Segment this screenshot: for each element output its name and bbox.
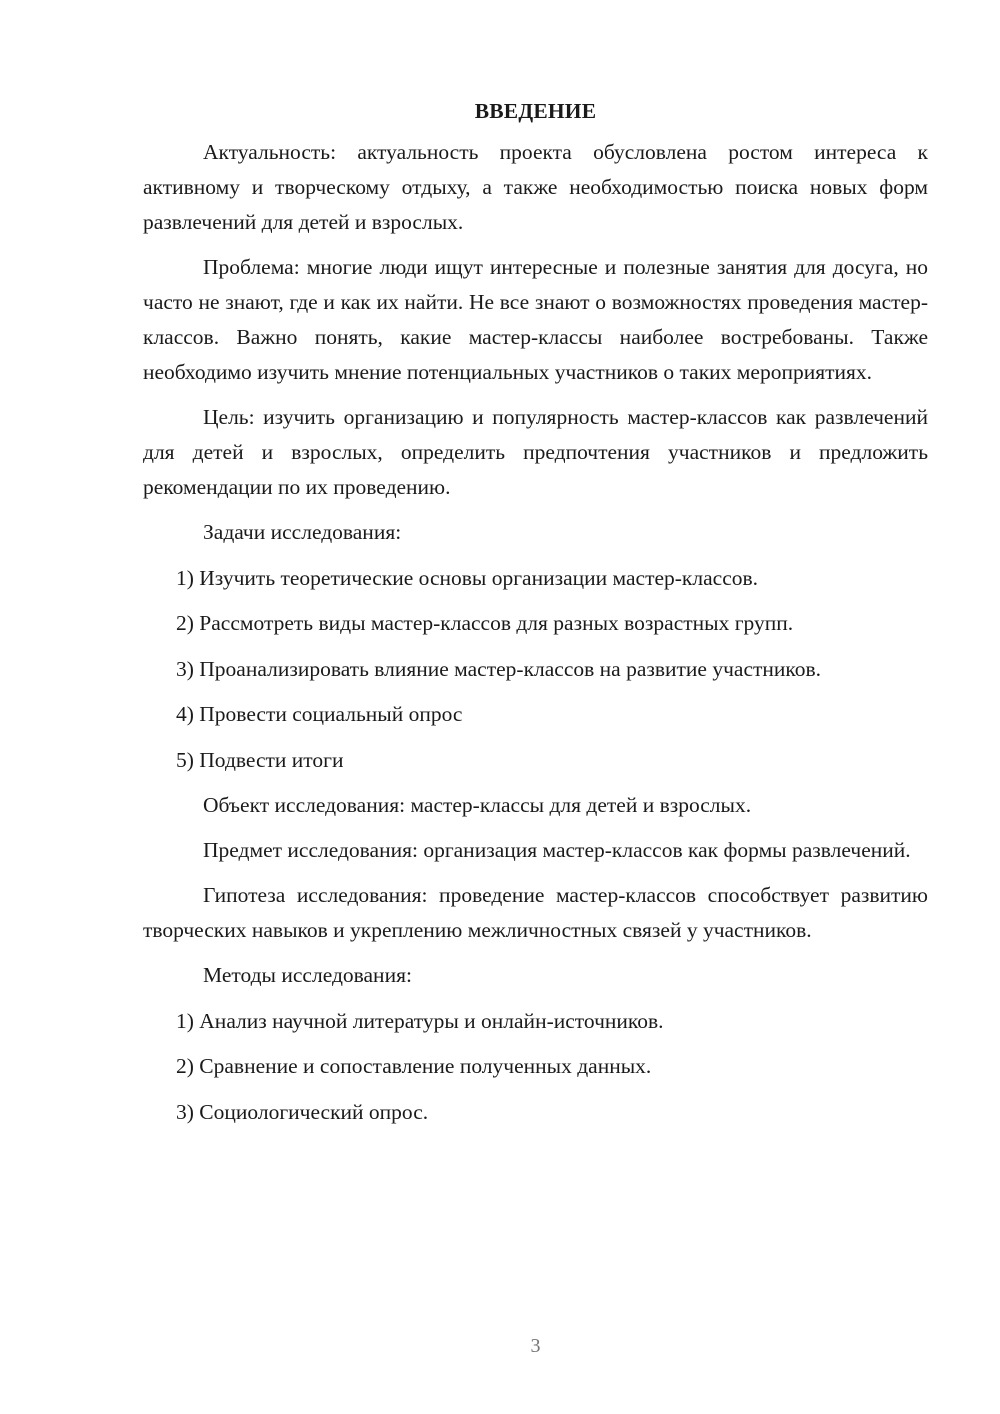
hypothesis-paragraph: Гипотеза исследования: проведение мастер-классов способствует развитию творческих навыков и укреплению межличностных связей у участников. bbox=[143, 883, 928, 942]
task-item: 3) Проанализировать влияние мастер-классов на развитие участников. bbox=[176, 656, 822, 681]
method-item: 3) Социологический опрос. bbox=[176, 1099, 429, 1124]
method-item: 2) Сравнение и сопоставление полученных данных. bbox=[176, 1054, 652, 1078]
task-item: 4) Провести социальный опрос bbox=[176, 702, 463, 726]
tasks-heading: Задачи исследования: bbox=[203, 520, 402, 544]
page-number: 3 bbox=[530, 1335, 541, 1357]
task-item: 2) Рассмотреть виды мастер-классов для разных возрастных групп. bbox=[176, 611, 794, 635]
document-page bbox=[143, 96, 928, 1140]
object-paragraph: Объект исследования: мастер-классы для детей и взрослых. bbox=[203, 793, 752, 817]
subject-paragraph: Предмет исследования: организация мастер-классов как формы развлечений. bbox=[203, 838, 911, 862]
method-item: 1) Анализ научной литературы и онлайн-источников. bbox=[176, 1008, 664, 1033]
section-title: ВВЕДЕНИЕ bbox=[474, 99, 597, 123]
task-item: 5) Подвести итоги bbox=[176, 747, 344, 772]
problem-paragraph: Проблема: многие люди ищут интересные и полезные занятия для досуга, но часто не знают, где и как их найти. Не все знают о возможностях проведения мастер-классов. Важно понять, какие мастер-классы наиболее востребованы. Также необходимо изучить мнение потенциальных участников о таких мероприятиях. bbox=[143, 255, 928, 384]
relevance-paragraph: Актуальность: актуальность проекта обусловлена ростом интереса к активному и творческому отдыху, а также необходимостью поиска новых форм развлечений для детей и взрослых. bbox=[143, 140, 928, 234]
task-item: 1) Изучить теоретические основы организации мастер-классов. bbox=[176, 565, 759, 590]
methods-list bbox=[143, 1004, 928, 1130]
tasks-list bbox=[143, 561, 928, 778]
methods-heading: Методы исследования: bbox=[203, 963, 412, 987]
goal-paragraph: Цель: изучить организацию и популярность мастер-классов как развлечений для детей и взрослых, определить предпочтения участников и предложить рекомендации по их проведению. bbox=[143, 405, 928, 499]
